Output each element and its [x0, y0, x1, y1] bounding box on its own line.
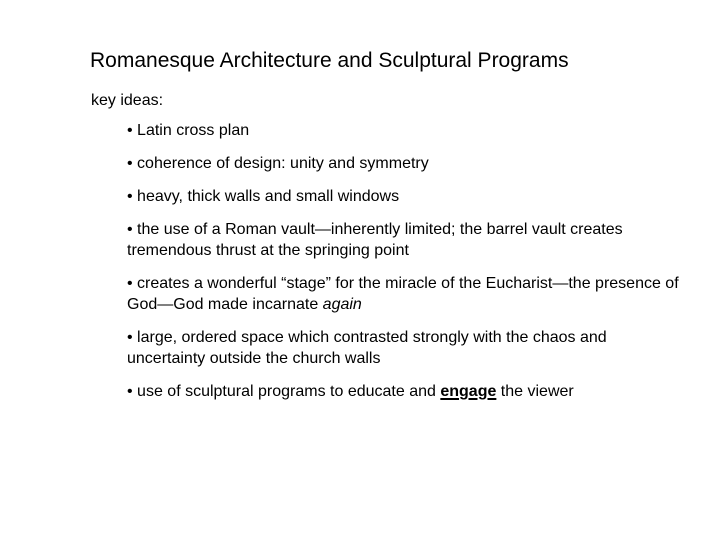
bullet-item-sculptural-programs [127, 381, 687, 402]
bullet-marker: • [127, 275, 138, 292]
bullet-text: creates a wonderful “stage” for the miracle of the Eucharist—the presence of God—God made incarnate [127, 275, 679, 313]
bullet-item-stage [127, 273, 687, 315]
slide-subtitle: key ideas: [91, 92, 164, 109]
bullet-list [127, 120, 687, 414]
bullet-text: Latin cross plan [137, 122, 250, 139]
bullet-marker: • [127, 188, 138, 205]
bullet-item-walls [127, 186, 687, 207]
bullet-text: use of sculptural programs to educate and [137, 383, 441, 400]
bullet-item-ordered-space [127, 327, 687, 369]
bullet-text-after: the viewer [496, 383, 574, 400]
bullet-marker: • [127, 221, 138, 238]
bullet-marker: • [127, 329, 138, 346]
slide-title: Romanesque Architecture and Sculptural Programs [90, 49, 569, 72]
bullet-marker: • [127, 122, 138, 139]
bullet-item-coherence [127, 153, 687, 174]
bullet-emphasis: again [322, 296, 362, 313]
bullet-text: heavy, thick walls and small windows [137, 188, 400, 205]
bullet-text: the use of a Roman vault—inherently limited; the barrel vault creates tremendous thrust at the springing point [127, 221, 623, 259]
bullet-text: large, ordered space which contrasted strongly with the chaos and uncertainty outside the church walls [127, 329, 607, 367]
bullet-marker: • [127, 155, 138, 172]
bullet-emphasis: engage [440, 383, 497, 400]
bullet-marker: • [127, 383, 138, 400]
bullet-item-latin-cross [127, 120, 687, 141]
bullet-item-roman-vault [127, 219, 687, 261]
bullet-text: coherence of design: unity and symmetry [137, 155, 429, 172]
